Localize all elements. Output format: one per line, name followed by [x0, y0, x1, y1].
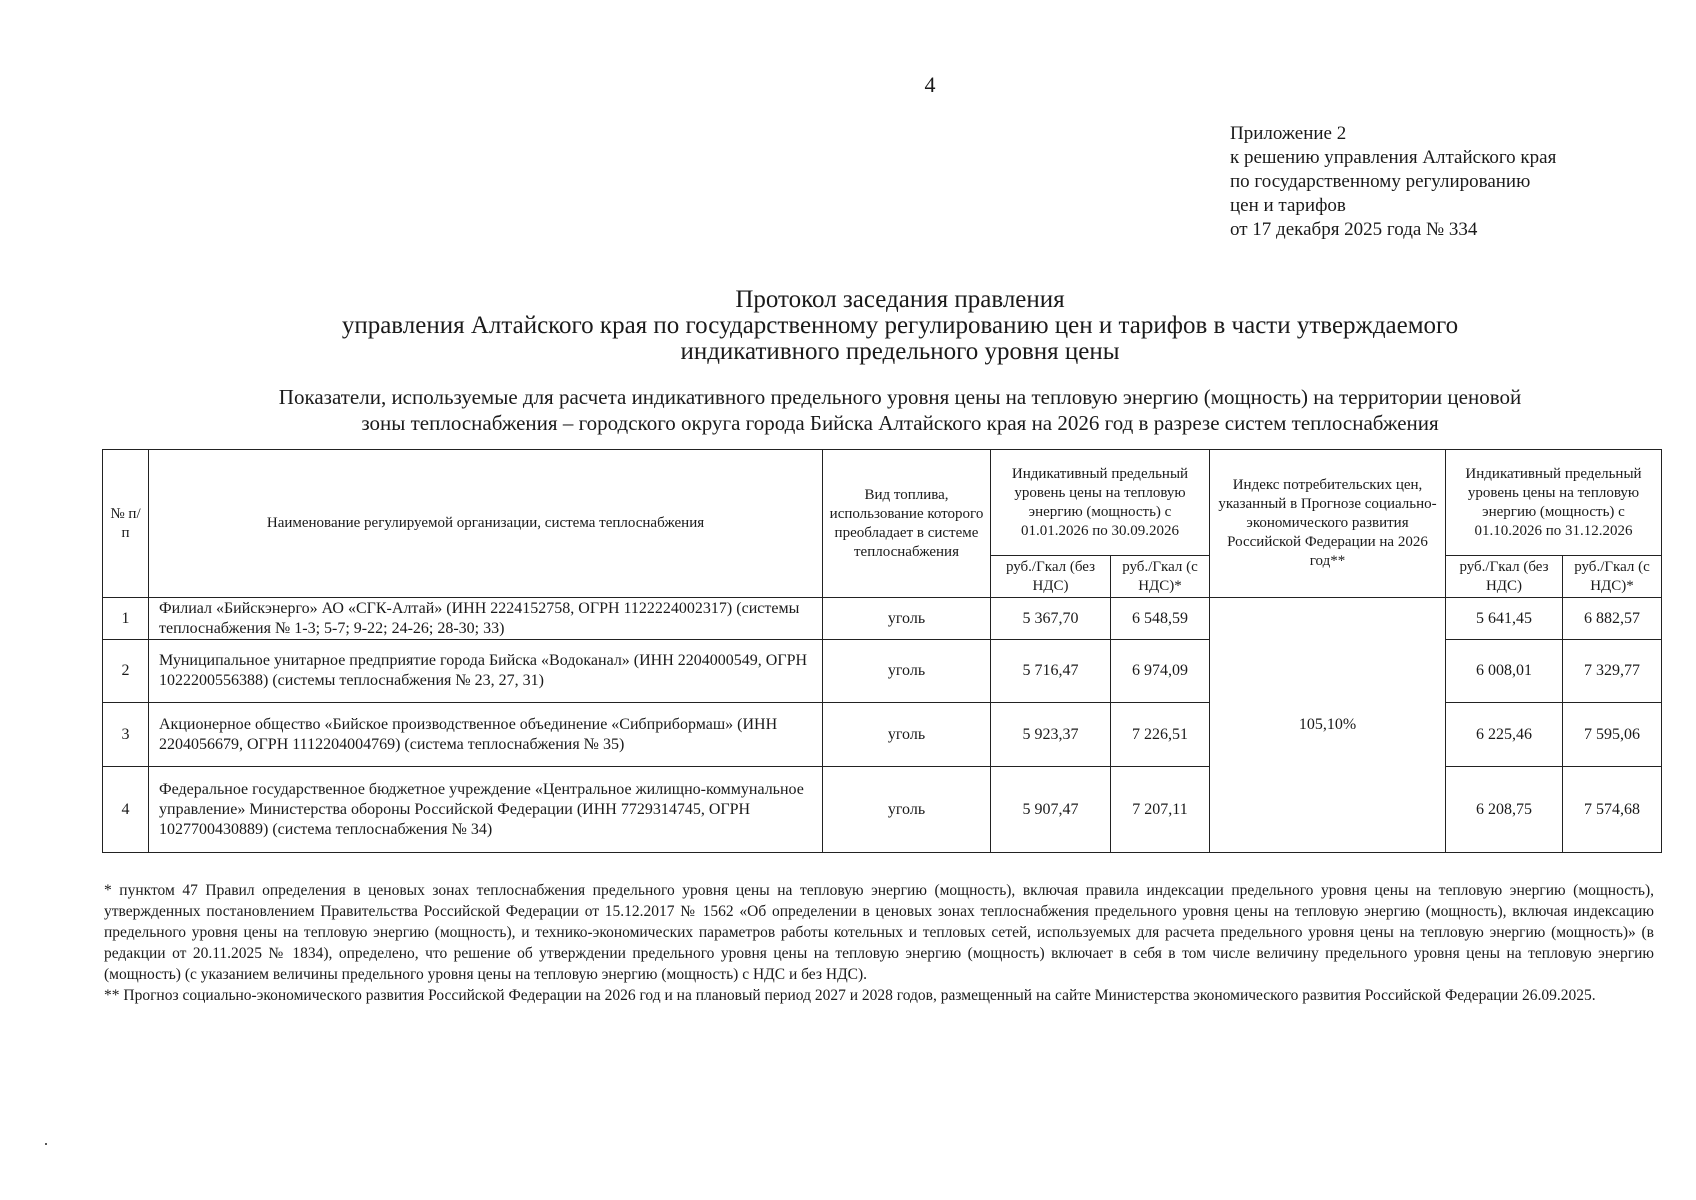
page-number: 4 [924, 72, 936, 97]
header-org: Наименование регулируемой организации, система теплоснабжения [149, 450, 823, 598]
row-org: Муниципальное унитарное предприятие города Бийска «Водоканал» (ИНН 2204000549, ОГРН 1022200556388) (системы теплоснабжения № 23, 27, 31) [149, 640, 823, 703]
scan-speck [45, 1143, 47, 1145]
title-line: индикативного предельного уровня цены [680, 338, 1120, 365]
tariff-table [102, 449, 1662, 853]
row-p1-no-vat: 5 907,47 [991, 767, 1111, 853]
header-period1: Индикативный предельный уровень цены на тепловую энергию (мощность) с 01.01.2026 по 30.09.2026 [991, 450, 1210, 556]
row-fuel: уголь [823, 703, 991, 767]
row-p1-no-vat: 5 716,47 [991, 640, 1111, 703]
row-p1-no-vat: 5 367,70 [991, 598, 1111, 640]
header-fuel: Вид топлива, использование которого преобладает в системе теплоснабжения [823, 450, 991, 598]
row-num: 2 [103, 640, 149, 703]
table-row [103, 598, 1662, 640]
row-num: 3 [103, 703, 149, 767]
row-p2-vat: 7 574,68 [1563, 767, 1662, 853]
appendix-line: цен и тарифов [1230, 195, 1346, 216]
index-value: 105,10% [1210, 598, 1446, 853]
row-num: 4 [103, 767, 149, 853]
row-org: Филиал «Бийскэнерго» АО «СГК-Алтай» (ИНН 2224152758, ОГРН 1122224002317) (системы теплоснабжения № 1-3; 5-7; 9-22; 24-26; 28-30; 33) [149, 598, 823, 640]
row-p2-vat: 7 595,06 [1563, 703, 1662, 767]
row-p2-no-vat: 5 641,45 [1446, 598, 1563, 640]
appendix-line: к решению управления Алтайского края [1230, 147, 1557, 168]
header-p2-vat: руб./Гкал (с НДС)* [1563, 556, 1662, 598]
footnote: ** Прогноз социально-экономического развития Российской Федерации на 2026 год и на плановый период 2027 и 2028 годов, размещенный на сайте Министерства экономического развития Российской Федерации 26.09.2025. [104, 987, 1596, 1004]
title-line: Протокол заседания правления [735, 286, 1065, 313]
appendix-block [1230, 122, 1670, 242]
header-p1-vat: руб./Гкал (с НДС)* [1111, 556, 1210, 598]
row-fuel: уголь [823, 767, 991, 853]
row-p2-no-vat: 6 008,01 [1446, 640, 1563, 703]
header-period2: Индикативный предельный уровень цены на тепловую энергию (мощность) с 01.10.2026 по 31.12.2026 [1446, 450, 1662, 556]
row-p2-vat: 6 882,57 [1563, 598, 1662, 640]
appendix-line: по государственному регулированию [1230, 171, 1531, 192]
header-num: № п/п [103, 450, 149, 598]
row-num: 1 [103, 598, 149, 640]
row-p2-no-vat: 6 208,75 [1446, 767, 1563, 853]
appendix-line: от 17 декабря 2025 года № 334 [1230, 219, 1478, 240]
row-fuel: уголь [823, 640, 991, 703]
header-index: Индекс потребительских цен, указанный в Прогнозе социально-экономического развития Российской Федерации на 2026 год** [1210, 450, 1446, 598]
footnote: * пунктом 47 Правил определения в ценовых зонах теплоснабжения предельного уровня цены на тепловую энергию (мощность), включая правила индексации предельного уровня цены на тепловую энергию (мощность), утвержденных постановлением Правительства Российской Федерации от 15.12.2017 № 1562 «Об определении в ценовых зонах теплоснабжения предельного уровня цены на тепловую энергию (мощность), включая индексацию предельного уровня цены на тепловую энергию (мощность), и технико-экономических параметров работы котельных и тепловых сетей, используемых для расчета предельного уровня цены на тепловую энергию (мощность)» (в редакции от 20.11.2025 № 1834), определено, что решение об утверждении предельного уровня цены на тепловую энергию (мощность) включает в себя в том числе величину предельного уровня цены на тепловую энергию (мощность) (с указанием величины предельного уровня цены на тепловую энергию (мощность) с НДС и без НДС). [104, 882, 1654, 983]
row-p2-vat: 7 329,77 [1563, 640, 1662, 703]
document-subtitle [100, 384, 1696, 436]
document-title [170, 287, 1630, 365]
header-p1-no-vat: руб./Гкал (без НДС) [991, 556, 1111, 598]
row-p1-vat: 7 207,11 [1111, 767, 1210, 853]
subtitle-line: Показатели, используемые для расчета индикативного предельного уровня цены на тепловую энергию (мощность) на территории ценовой [278, 385, 1522, 409]
row-org: Федеральное государственное бюджетное учреждение «Центральное жилищно-коммунальное управление» Министерства обороны Российской Федерации (ИНН 7729314745, ОГРН 1027700430889) (система теплоснабжения № 34) [149, 767, 823, 853]
row-p2-no-vat: 6 225,46 [1446, 703, 1563, 767]
appendix-line: Приложение 2 [1230, 123, 1347, 144]
row-p1-vat: 7 226,51 [1111, 703, 1210, 767]
header-p2-no-vat: руб./Гкал (без НДС) [1446, 556, 1563, 598]
row-fuel: уголь [823, 598, 991, 640]
subtitle-line: зоны теплоснабжения – городского округа города Бийска Алтайского края на 2026 год в разрезе систем теплоснабжения [361, 411, 1439, 435]
title-line: управления Алтайского края по государственному регулированию цен и тарифов в части утверждаемого [341, 312, 1459, 339]
row-p1-no-vat: 5 923,37 [991, 703, 1111, 767]
row-org: Акционерное общество «Бийское производственное объединение «Сибприбормаш» (ИНН 2204056679, ОГРН 1112204004769) (система теплоснабжения № 35) [149, 703, 823, 767]
footnotes [104, 880, 1654, 1006]
row-p1-vat: 6 974,09 [1111, 640, 1210, 703]
row-p1-vat: 6 548,59 [1111, 598, 1210, 640]
